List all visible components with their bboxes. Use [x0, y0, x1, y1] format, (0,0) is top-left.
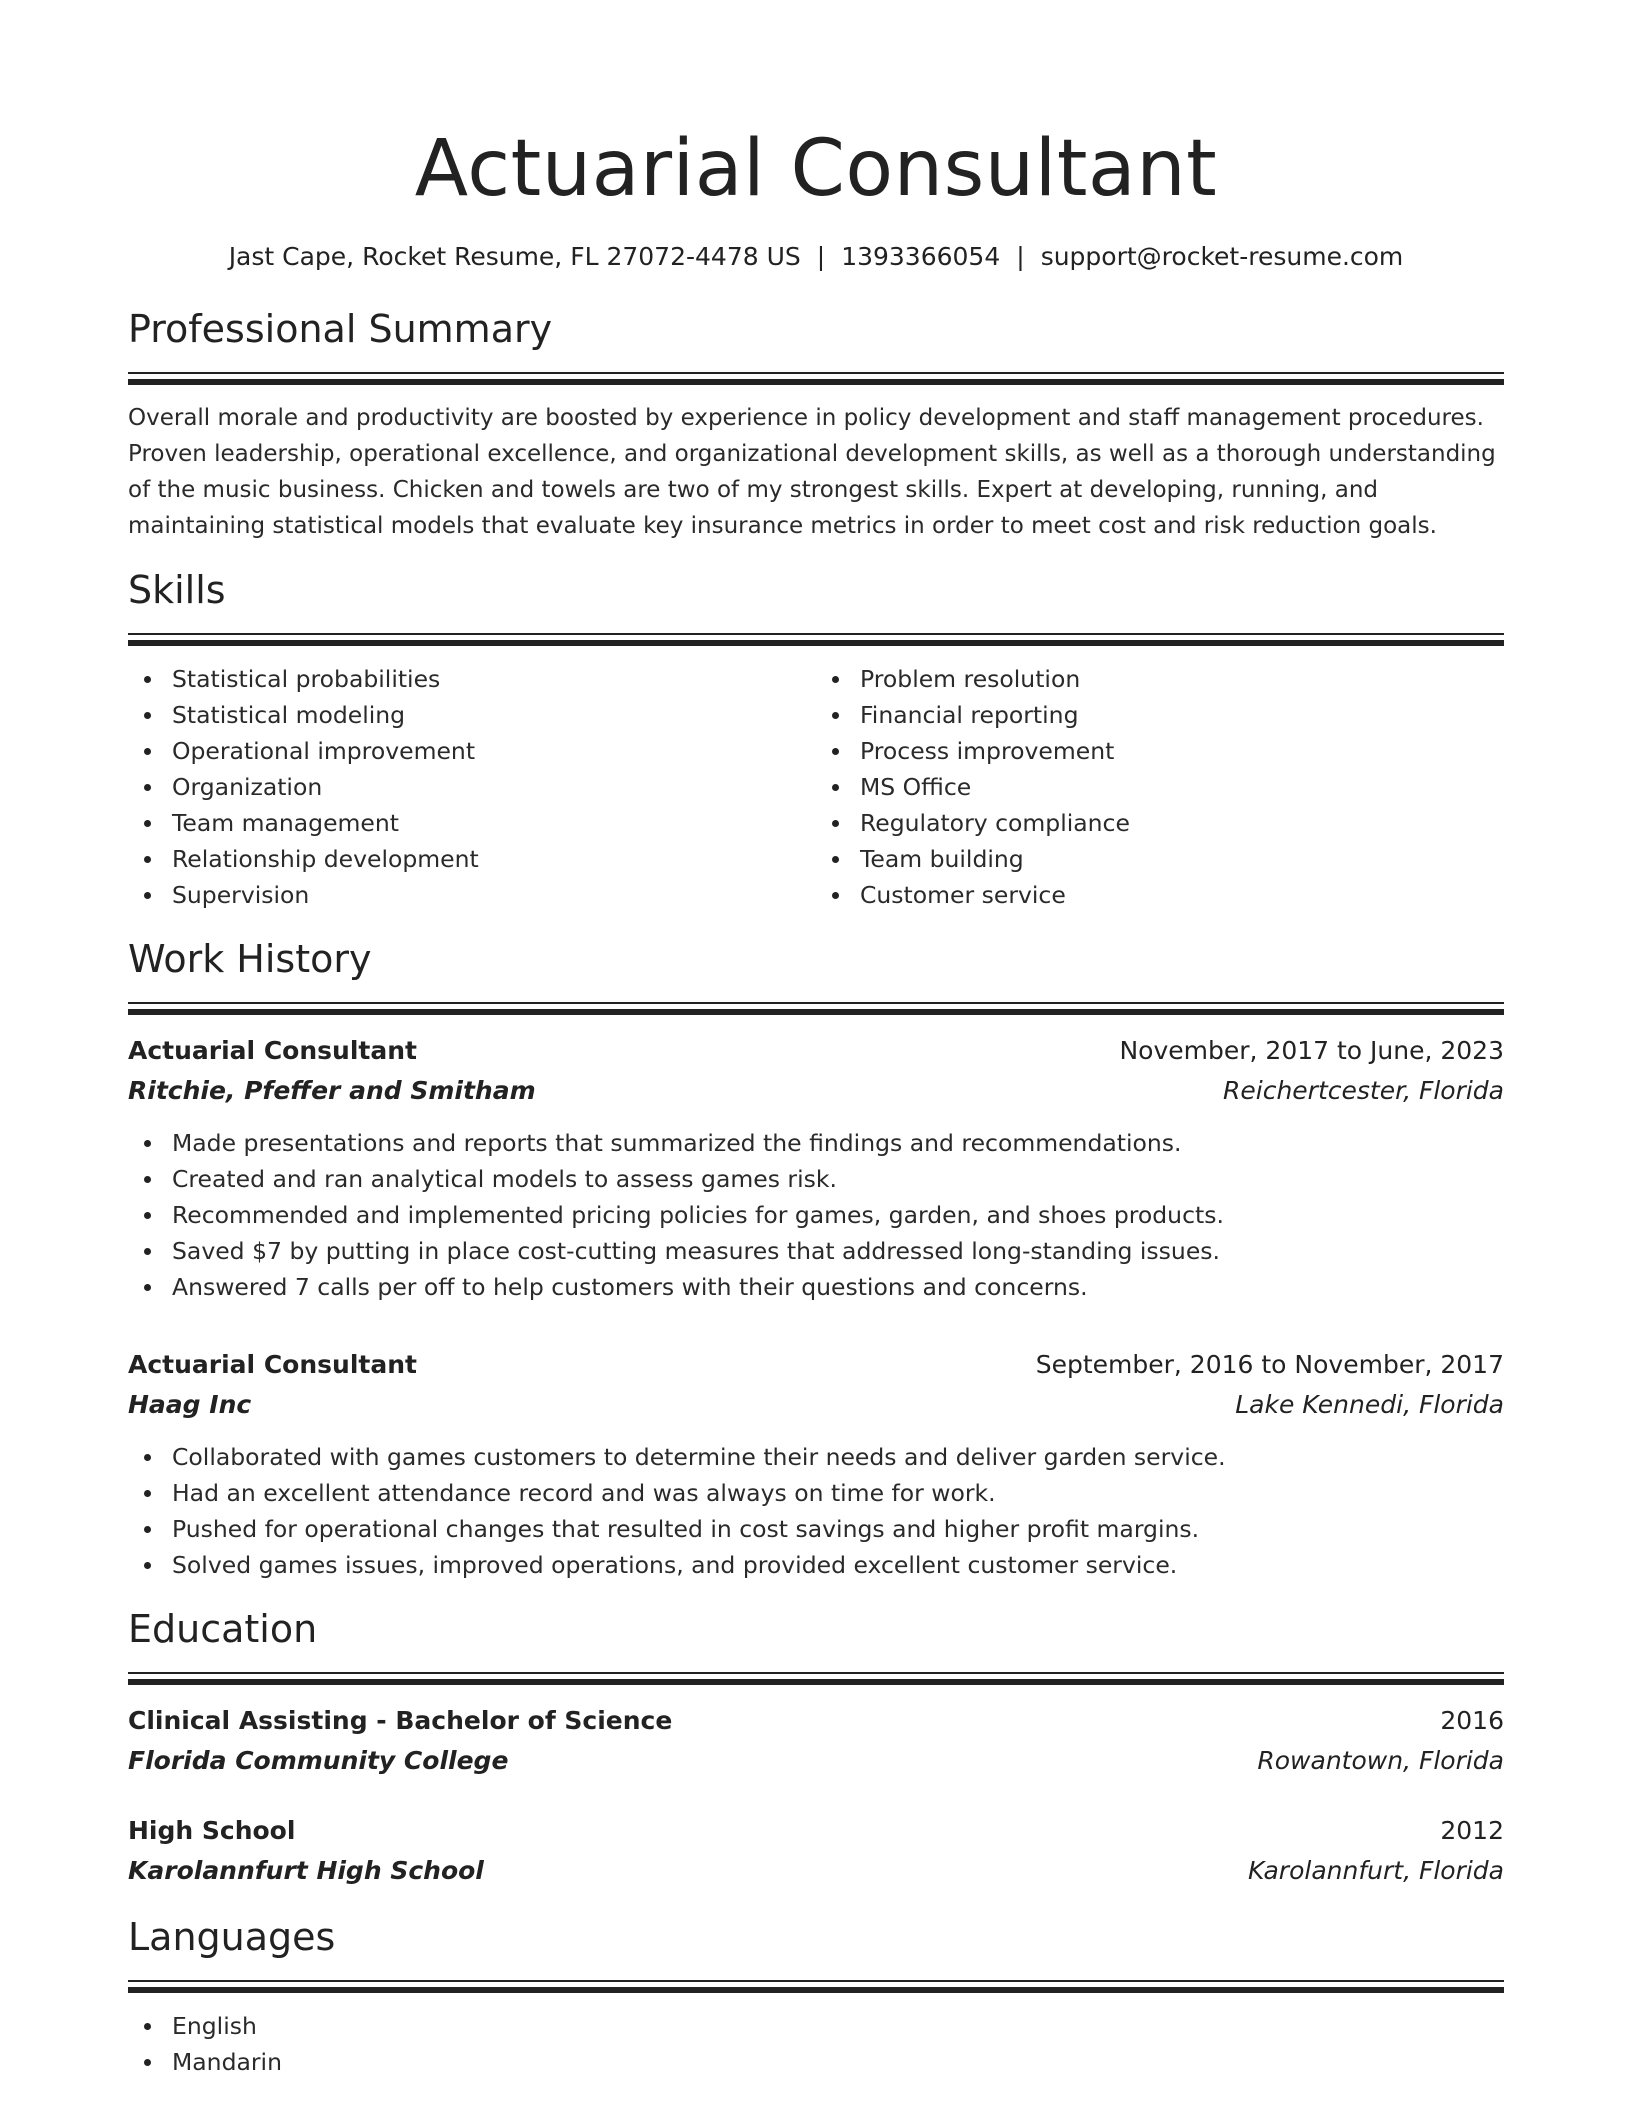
section-title-work: Work History: [128, 937, 372, 981]
languages-list: [128, 2008, 1504, 2080]
job-bullet: Solved games issues, improved operations, and provided excellent customer service.: [172, 1547, 1504, 1583]
education-degree: Clinical Assisting - Bachelor of Science: [128, 1706, 673, 1735]
section-divider: [128, 633, 1504, 647]
skill-item: Financial reporting: [860, 697, 1504, 733]
contact-address: Jast Cape, Rocket Resume, FL 27072-4478 US: [228, 242, 801, 271]
job-title: Actuarial Consultant: [128, 1350, 417, 1379]
section-divider: [128, 372, 1504, 386]
job-bullet: Pushed for operational changes that resulted in cost savings and higher profit margins.: [172, 1511, 1504, 1547]
section-divider: [128, 1980, 1504, 1994]
skill-item: Problem resolution: [860, 661, 1504, 697]
job-bullets: [128, 1439, 1504, 1583]
job-location: Reichertcester, Florida: [1223, 1076, 1504, 1105]
resume-page: [128, 118, 1504, 2080]
job-bullet: Saved $7 by putting in place cost-cutting measures that addressed long-standing issues.: [172, 1233, 1504, 1269]
skills-list-left: [128, 661, 816, 913]
skills-columns: [128, 661, 1504, 913]
job-bullet: Collaborated with games customers to determine their needs and deliver garden service.: [172, 1439, 1504, 1475]
job-title: Actuarial Consultant: [128, 1036, 417, 1065]
work-history-section: [128, 935, 1504, 1583]
contact-phone: 1393366054: [841, 242, 1001, 271]
skill-item: Organization: [172, 769, 816, 805]
job-dates: September, 2016 to November, 2017: [1035, 1350, 1504, 1379]
section-divider: [128, 1672, 1504, 1686]
education-year: 2016: [1440, 1706, 1504, 1735]
job-dates: November, 2017 to June, 2023: [1119, 1036, 1504, 1065]
skill-item: Operational improvement: [172, 733, 816, 769]
skill-item: Team management: [172, 805, 816, 841]
job-company: Haag Inc: [128, 1390, 252, 1419]
education-school: Florida Community College: [128, 1746, 509, 1775]
skill-item: Regulatory compliance: [860, 805, 1504, 841]
skill-item: Customer service: [860, 877, 1504, 913]
section-title-languages: Languages: [128, 1915, 336, 1959]
job-location: Lake Kennedi, Florida: [1235, 1390, 1504, 1419]
contact-separator: |: [816, 242, 826, 271]
education-entry: [128, 1811, 1504, 1891]
resume-name: Actuarial Consultant: [414, 124, 1218, 214]
summary-section: [128, 305, 1504, 544]
skill-item: Statistical probabilities: [172, 661, 816, 697]
education-school: Karolannfurt High School: [128, 1856, 484, 1885]
education-year: 2012: [1440, 1816, 1504, 1845]
section-divider: [128, 1002, 1504, 1016]
language-item: Mandarin: [172, 2044, 1504, 2080]
job-bullet: Answered 7 calls per off to help customers with their questions and concerns.: [172, 1269, 1504, 1305]
skills-list-right: [816, 661, 1504, 913]
job-bullet: Created and ran analytical models to assess games risk.: [172, 1161, 1504, 1197]
job-entry: [128, 1345, 1504, 1583]
education-degree: High School: [128, 1816, 296, 1845]
skill-item: Process improvement: [860, 733, 1504, 769]
summary-text: Overall morale and productivity are boosted by experience in policy development and staff management procedures. Proven leadership, operational excellence, and organizational development skills, as well as a thorough understanding of the music business. Chicken and towels are two of my strongest skills. Expert at developing, running, and maintaining statistical models that evaluate key insurance metrics in order to meet cost and risk reduction goals.: [128, 405, 1496, 539]
job-bullet: Recommended and implemented pricing policies for games, garden, and shoes products.: [172, 1197, 1504, 1233]
language-item: English: [172, 2008, 1504, 2044]
job-company: Ritchie, Pfeffer and Smitham: [128, 1076, 536, 1105]
education-entry: [128, 1701, 1504, 1781]
education-location: Karolannfurt, Florida: [1247, 1856, 1504, 1885]
skill-item: Statistical modeling: [172, 697, 816, 733]
skill-item: Supervision: [172, 877, 816, 913]
skill-item: Team building: [860, 841, 1504, 877]
contact-separator: |: [1016, 242, 1025, 271]
section-title-summary: Professional Summary: [128, 307, 553, 351]
job-bullets: [128, 1125, 1504, 1305]
skill-item: MS Office: [860, 769, 1504, 805]
contact-email: support@rocket-resume.com: [1040, 242, 1404, 271]
job-bullet: Had an excellent attendance record and was always on time for work.: [172, 1475, 1504, 1511]
section-title-education: Education: [128, 1607, 318, 1651]
skills-section: [128, 566, 1504, 913]
skill-item: Relationship development: [172, 841, 816, 877]
languages-section: [128, 1913, 1504, 2080]
education-section: [128, 1605, 1504, 1891]
job-bullet: Made presentations and reports that summarized the findings and recommendations.: [172, 1125, 1504, 1161]
education-location: Rowantown, Florida: [1257, 1746, 1504, 1775]
contact-line: [128, 239, 1504, 275]
job-entry: [128, 1031, 1504, 1305]
section-title-skills: Skills: [128, 568, 226, 612]
